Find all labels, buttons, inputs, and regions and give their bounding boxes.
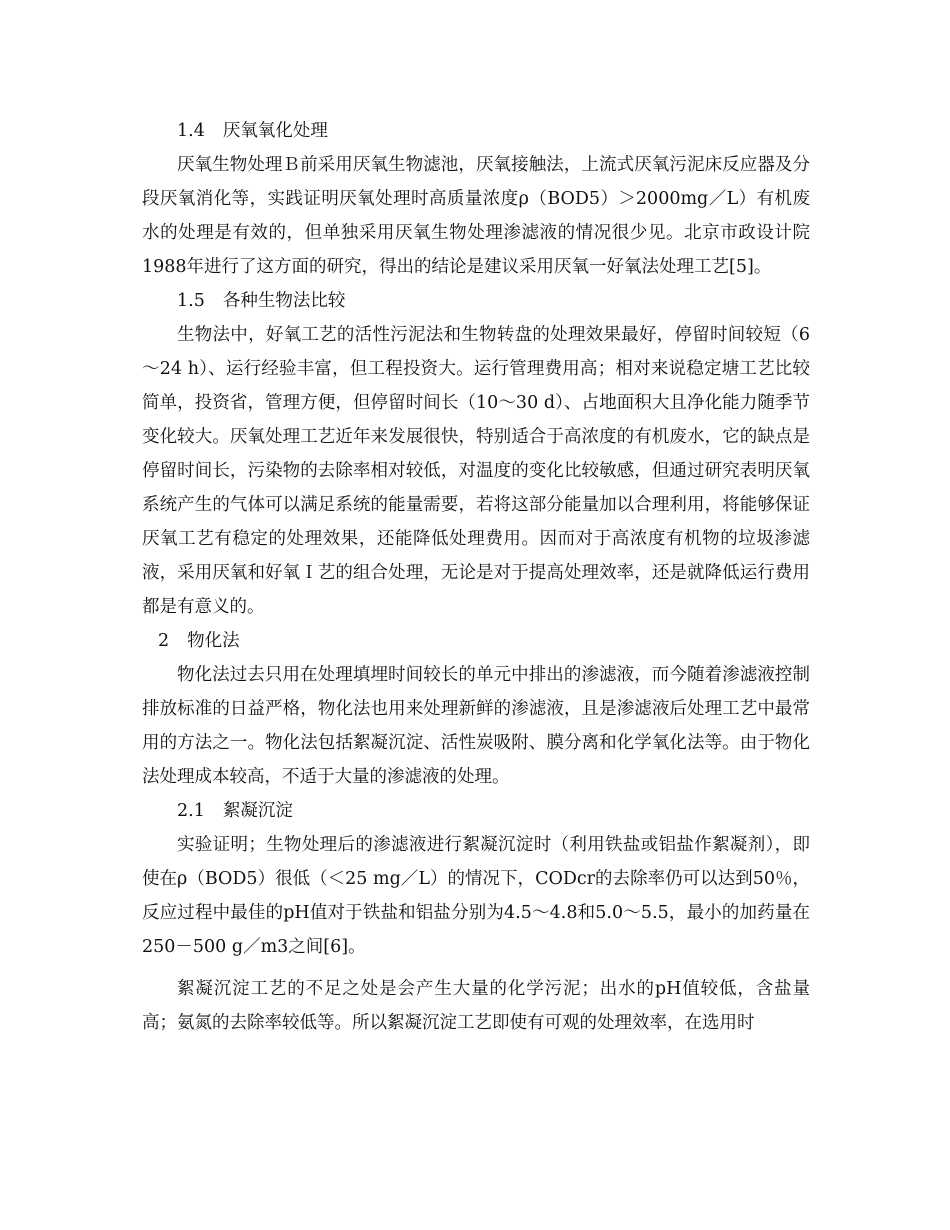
section-heading-1-5 [142, 284, 810, 318]
section-number: 2 [158, 631, 170, 651]
paragraph: 生物法中，好氧工艺的活性污泥法和生物转盘的处理效果最好，停留时间较短（6～24 h）、运行经验丰富，但工程投资大。运行管理费用高；相对来说稳定塘工艺比较简单，投资省，管理方便，但停留时间长（10～30 d）、占地面积大且净化能力随季节变化较大。厌氧处理工艺近年来发展很快，特别适合于高浓度的有机废水，它的缺点是停留时间长，污染物的去除率相对较低，对温度的变化比较敏感，但通过研究表明厌氧系统产生的气体可以满足系统的能量需要，若将这部分能量加以合理利用，将能够保证厌氧工艺有稳定的处理效果，还能降低处理费用。因而对于高浓度有机物的垃圾渗滤液，采用厌氧和好氧Ｉ艺的组合处理，无论是对于提高处理效率，还是就降低运行费用都是有意义的。 [142, 325, 810, 617]
paragraph: 厌氧生物处理Ｂ前采用厌氧生物滤池，厌氧接触法，上流式厌氧污泥床反应器及分段厌氧消化等，实践证明厌氧处理时高质量浓度ρ（BOD5）＞2000mg／L）有机废水的处理是有效的，但单独采用厌氧生物处理渗滤液的情况很少见。北京市政设计院1988年进行了这方面的研究，得出的结论是建议采用厌氧一好氧法处理工艺[5]。 [142, 155, 810, 277]
section-title: 厌氧氧化处理 [222, 121, 328, 141]
paragraph: 絮凝沉淀工艺的不足之处是会产生大量的化学污泥；出水的pH值较低，含盐量高；氨氮的去除率较低等。所以絮凝沉淀工艺即使有可观的处理效率，在选用时 [142, 979, 810, 1033]
section-number: 2.1 [177, 801, 205, 821]
section-number: 1.4 [177, 121, 205, 141]
section-title: 各种生物法比较 [222, 291, 346, 311]
section-number: 1.5 [177, 291, 205, 311]
section-title: 物化法 [187, 631, 240, 651]
section-title: 絮凝沉淀 [222, 801, 293, 821]
section-heading-2-1 [142, 794, 810, 828]
document-page [142, 114, 810, 1040]
paragraph: 物化法过去只用在处理填埋时间较长的单元中排出的渗滤液，而今随着渗滤液控制排放标准的日益严格，物化法也用来处理新鲜的渗滤液，且是渗滤液后处理工艺中最常用的方法之一。物化法包括絮凝沉淀、活性炭吸附、膜分离和化学氧化法等。由于物化法处理成本较高，不适于大量的渗滤液的处理。 [142, 665, 810, 787]
section-heading-1-4 [142, 114, 810, 148]
section-heading-2 [142, 624, 810, 658]
paragraph: 实验证明；生物处理后的渗滤液进行絮凝沉淀时（利用铁盐或铝盐作絮凝剂），即使在ρ（BOD5）很低（＜25 mg／L）的情况下，CODcr的去除率仍可以达到50％，反应过程中最佳的pH值对于铁盐和铝盐分别为4.5～4.8和5.0～5.5，最小的加药量在250－500 g／m3之间[6]。 [142, 835, 810, 957]
